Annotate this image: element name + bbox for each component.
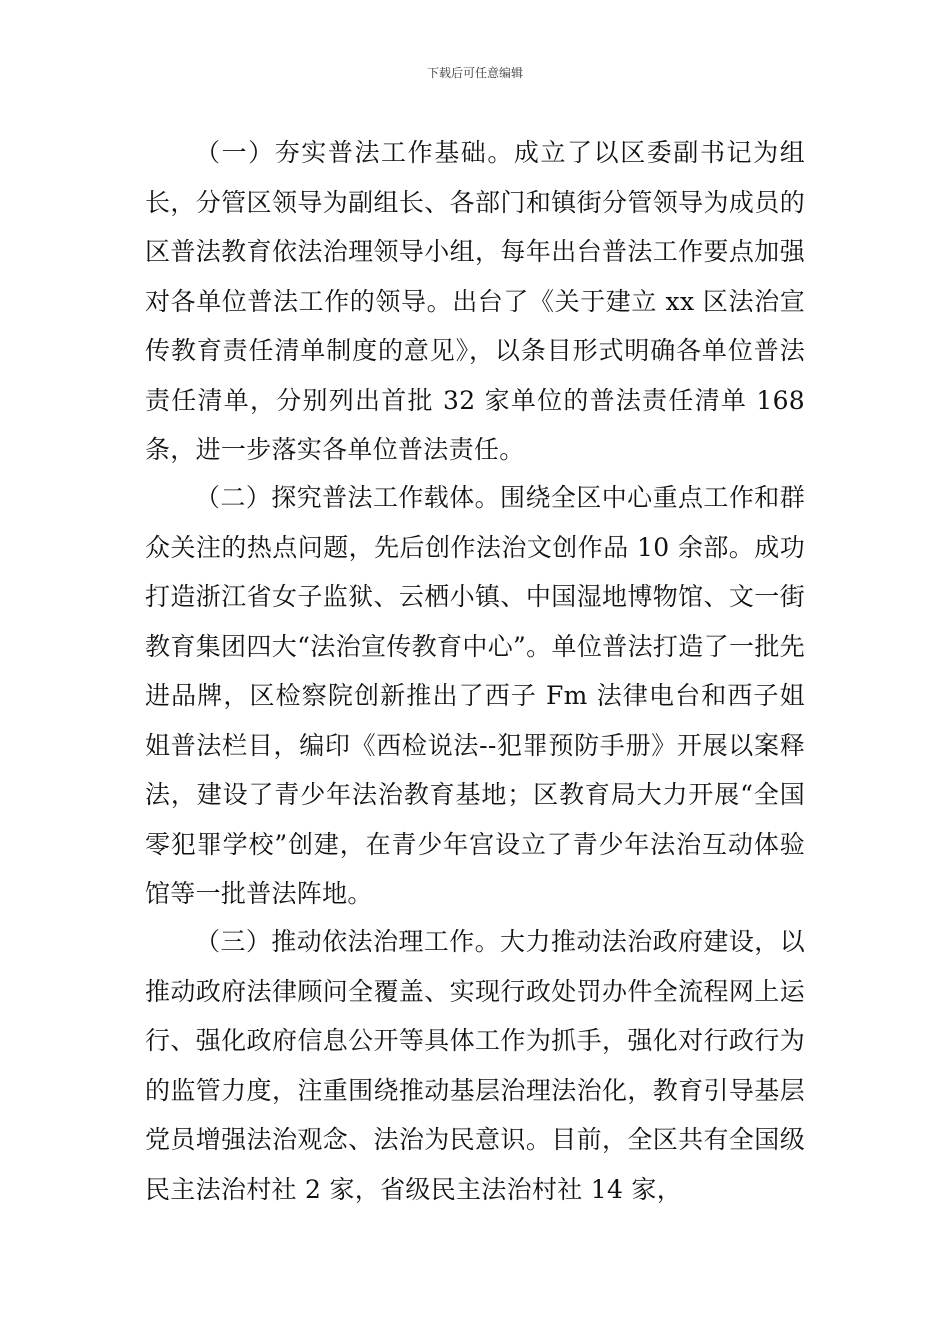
paragraph-1: （一）夯实普法工作基础。成立了以区委副书记为组长，分管区领导为副组长、各部门和镇街分管领导为成员的区普法教育依法治理领导小组，每年出台普法工作要点加强对各单位普法工作的领导。出台了《关于建立 xx 区法治宣传教育责任清单制度的意见》，以条目形式明确各单位普法责任清单，分别列出首批 32 家单位的普法责任清单 168 条，进一步落实各单位普法责任。 [145,138,805,464]
page-header: 下载后可任意编辑 [426,66,523,80]
paragraph-3: （三）推动依法治理工作。大力推动法治政府建设，以推动政府法律顾问全覆盖、实现行政处罚办件全流程网上运行、强化政府信息公开等具体工作为抓手，强化对行政行为的监管力度，注重围绕推动基层治理法治化，教育引导基层党员增强法治观念、法治为民意识。目前，全区共有全国级民主法治村社 2 家，省级民主法治村社 14 家， [145,927,805,1204]
paragraph-2: （二）探究普法工作载体。围绕全区中心重点工作和群众关注的热点问题，先后创作法治文创作品 10 余部。成功打造浙江省女子监狱、云栖小镇、中国湿地博物馆、文一街教育集团四大“法治宣传教育中心”。单位普法打造了一批先进品牌，区检察院创新推出了西子 Fm 法律电台和西子姐姐普法栏目，编印《西检说法--犯罪预防手册》开展以案释法，建设了青少年法治教育基地；区教育局大力开展“全国零犯罪学校”创建，在青少年宫设立了青少年法治互动体验馆等一批普法阵地。 [145,483,805,908]
